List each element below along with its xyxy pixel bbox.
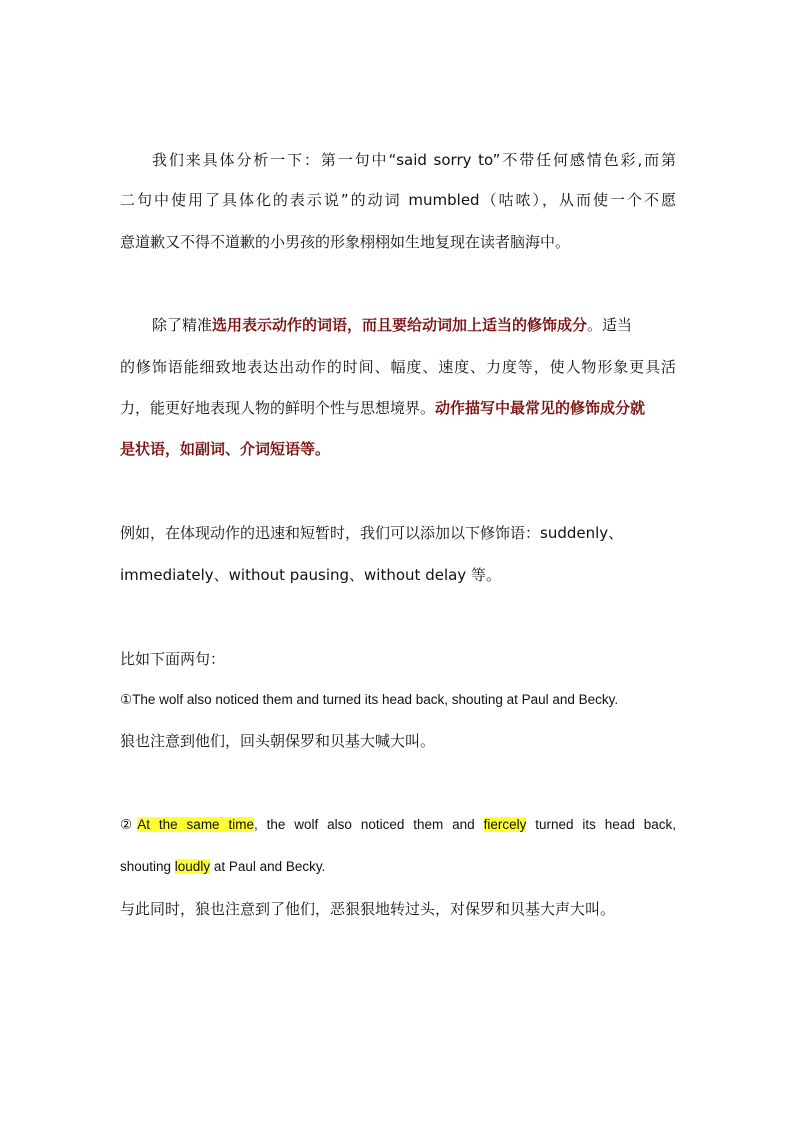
example-2-segment-4: at Paul and Becky. <box>210 859 326 874</box>
paragraph-2-line-3-text: 力，能更好地表现人物的鲜明个性与思想境界。 <box>120 399 436 417</box>
example-2-segment-1: , the wolf also noticed them and <box>253 817 484 832</box>
paragraph-2-line-1-tail: 。适当 <box>587 316 633 334</box>
example-2-english-line-1 <box>120 814 676 836</box>
highlight-fiercely: fiercely <box>483 817 527 832</box>
paragraph-2-emphasis-2: 动作描写中最常见的修饰成分就 <box>435 399 646 417</box>
example-2-english-line-2 <box>120 856 676 878</box>
paragraph-2-line-1 <box>152 314 676 336</box>
paragraph-2-emphasis-1: 选用表示动作的词语，而且要给动词加上适当的修饰成分 <box>212 316 588 334</box>
paragraph-3-line-2: immediately、without pausing、without delay 等。 <box>120 566 501 584</box>
paragraph-2-line-2: 的修饰语能细致地表达出动作的时间、幅度、速度、力度等，使人物形象更具活 <box>120 358 676 376</box>
example-2-segment-2: turned its head back, <box>526 817 676 832</box>
paragraph-3-line-1: 例如，在体现动作的迅速和短暂时，我们可以添加以下修饰语：suddenly、 <box>120 524 624 542</box>
examples-intro: 比如下面两句： <box>120 650 226 668</box>
paragraph-2-line-3 <box>120 397 676 419</box>
paragraph-1-line-1: 我们来具体分析一下：第一句中“said sorry to”不带任何感情色彩,而第 <box>152 151 676 169</box>
example-1-chinese: 狼也注意到他们，回头朝保罗和贝基大喊大叫。 <box>120 732 436 750</box>
paragraph-2-intro: 除了精准 <box>152 316 213 334</box>
highlight-loudly: loudly <box>174 859 211 874</box>
paragraph-1-line-3: 意道歉又不得不道歉的小男孩的形象栩栩如生地复现在读者脑海中。 <box>120 233 571 251</box>
paragraph-1-line-2: 二句中使用了具体化的表示说”的动词 mumbled（咕哝），从而使一个不愿 <box>120 191 676 209</box>
example-2-chinese: 与此同时，狼也注意到了他们，恶狠狠地转过头，对保罗和贝基大声大叫。 <box>120 900 616 918</box>
example-1-english: ①The wolf also noticed them and turned its head back, shouting at Paul and Becky. <box>120 692 619 707</box>
paragraph-2-emphasis-3: 是状语，如副词、介词短语等。 <box>120 440 331 458</box>
example-2-marker: ② <box>120 817 138 832</box>
example-2-segment-3: shouting <box>120 859 175 874</box>
highlight-at-the-same-time: At the same time <box>137 817 254 832</box>
